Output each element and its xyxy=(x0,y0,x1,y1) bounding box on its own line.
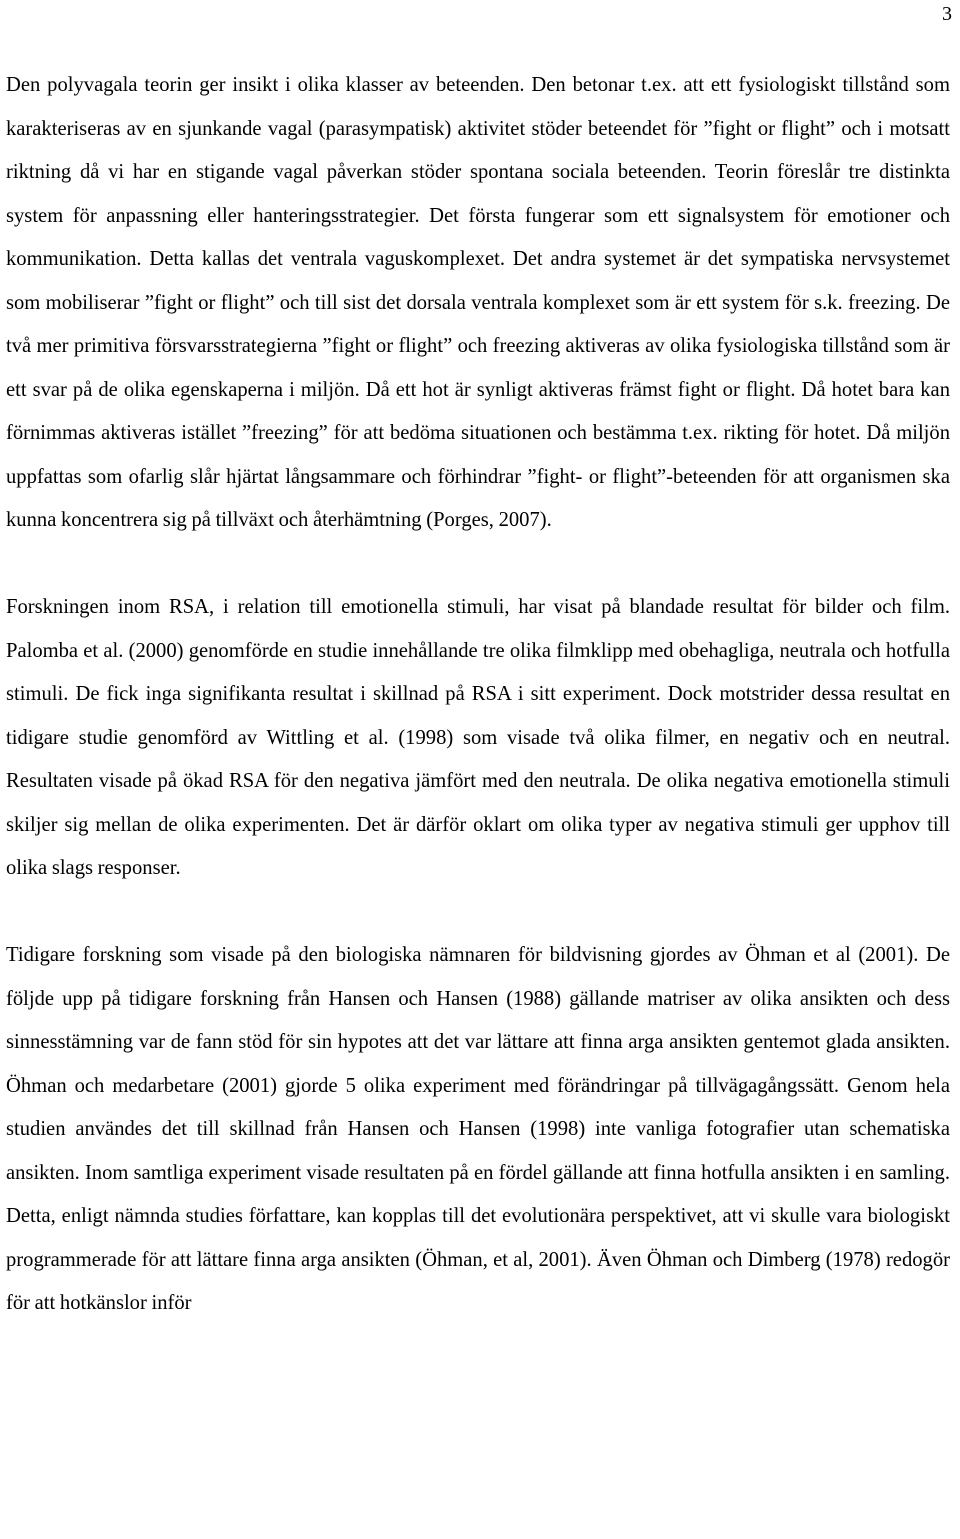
page-number: 3 xyxy=(942,3,952,25)
document-body xyxy=(6,64,950,1326)
paragraph-polyvagal-theory: Den polyvagala teorin ger insikt i olika klasser av beteenden. Den betonar t.ex. att ett fysiologiskt tillstånd som karakteriseras av en sjunkande vagal (parasympatisk) aktivitet stöder beteendet för ”fight or flight” och i motsatt riktning då vi har en stigande vagal påverkan stöder spontana sociala beteenden. Teorin föreslår tre distinkta system för anpassning eller hanteringsstrategier. Det första fungerar som ett signalsystem för emotioner och kommunikation. Detta kallas det ventrala vaguskomplexet. Det andra systemet är det sympatiska nervsystemet som mobiliserar ”fight or flight” och till sist det dorsala ventrala komplexet som är ett system för s.k. freezing. De två mer primitiva försvarsstrategierna ”fight or flight” och freezing aktiveras av olika fysiologiska tillstånd som är ett svar på de olika egenskaperna i miljön. Då ett hot är synligt aktiveras främst fight or flight. Då hotet bara kan förnimmas aktiveras istället ”freezing” för att bedöma situationen och bestämma t.ex. rikting för hotet. Då miljön uppfattas som ofarlig slår hjärtat långsammare och förhindrar ”fight- or flight”-beteenden för att organismen ska kunna koncentrera sig på tillväxt och återhämtning (Porges, 2007). xyxy=(6,74,950,531)
paragraph-earlier-research: Tidigare forskning som visade på den biologiska nämnaren för bildvisning gjordes av Öhman et al (2001). De följde upp på tidigare forskning från Hansen och Hansen (1988) gällande matriser av olika ansikten och dess sinnesstämning var de fann stöd för sin hypotes att det var lättare att finna arga ansikten gentemot glada ansikten. Öhman och medarbetare (2001) gjorde 5 olika experiment med förändringar på tillvägagångssätt. Genom hela studien användes det till skillnad från Hansen och Hansen (1998) inte vanliga fotografier utan schematiska ansikten. Inom samtliga experiment visade resultaten på en fördel gällande att finna hotfulla ansikten i en samling. Detta, enligt nämnda studies författare, kan kopplas till det evolutionära perspektivet, att vi skulle vara biologiskt programmerade för att lättare finna arga ansikten (Öhman, et al, 2001). Även Öhman och Dimberg (1978) redogör för att hotkänslor inför xyxy=(6,944,950,1314)
paragraph-rsa-research: Forskningen inom RSA, i relation till emotionella stimuli, har visat på blandade resultat för bilder och film. Palomba et al. (2000) genomförde en studie innehållande tre olika filmklipp med obehagliga, neutrala och hotfulla stimuli. De fick inga signifikanta resultat i skillnad på RSA i sitt experiment. Dock motstrider dessa resultat en tidigare studie genomförd av Wittling et al. (1998) som visade två olika filmer, en negativ och en neutral. Resultaten visade på ökad RSA för den negativa jämfört med den neutrala. De olika negativa emotionella stimuli skiljer sig mellan de olika experimenten. Det är därför oklart om olika typer av negativa stimuli ger upphov till olika slags responser. xyxy=(6,596,950,879)
